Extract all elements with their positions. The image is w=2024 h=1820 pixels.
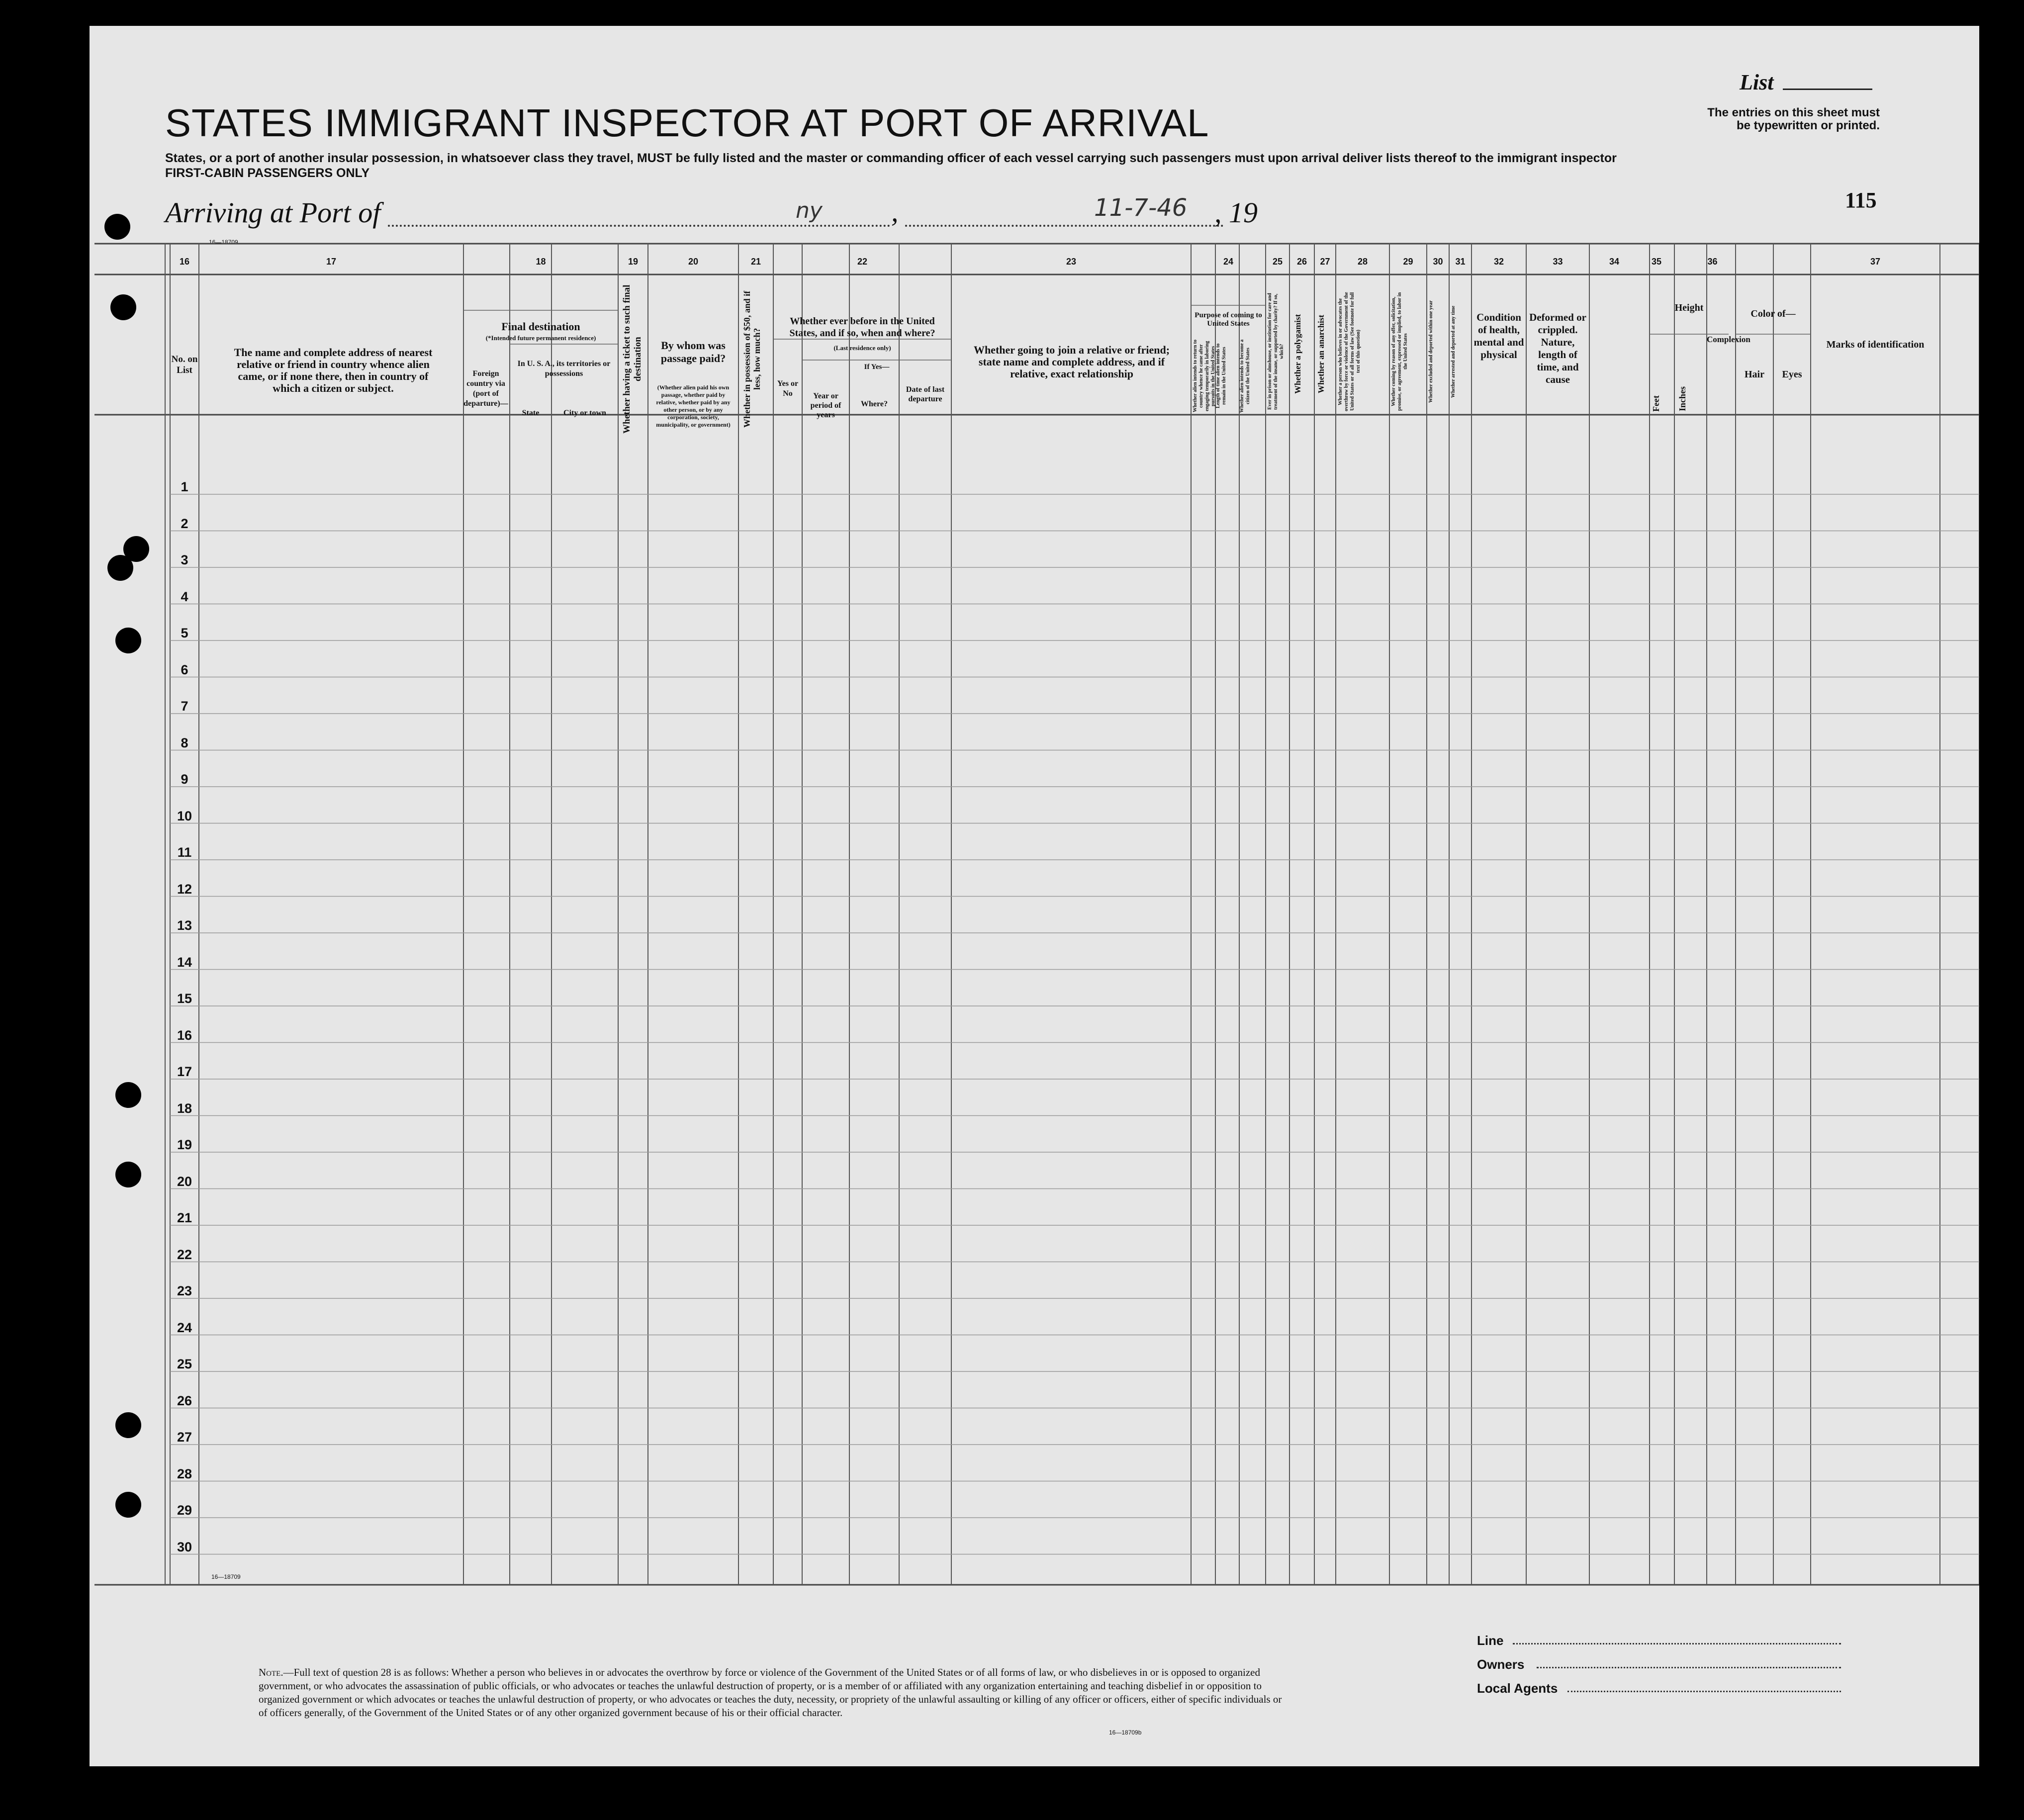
punch-hole: [115, 1082, 141, 1108]
header-in-usa: In U. S. A., its territories or possessions: [517, 360, 611, 378]
line-signature-line: [1513, 1643, 1841, 1644]
port-handwritten: ny: [796, 198, 823, 223]
col-num-34: 34: [1609, 257, 1620, 267]
row-number: 27: [177, 1430, 192, 1445]
header-no-on-list: No. on List: [171, 354, 198, 375]
col-num-32: 32: [1493, 257, 1504, 267]
col-num-36: 36: [1707, 257, 1718, 267]
owners-signature-line: [1537, 1667, 1841, 1668]
passenger-class-line: FIRST-CABIN PASSENGERS ONLY: [165, 166, 370, 180]
header-purpose-citizen: Whether alien intends to become a citizen of the United States: [1239, 339, 1251, 413]
punch-hole: [104, 214, 130, 240]
owners-label: Owners: [1477, 1657, 1525, 1672]
header-hair: Hair: [1745, 369, 1764, 380]
header-excluded: Whether excluded and deported within one year: [1428, 300, 1434, 403]
header-inches: Inches: [1677, 386, 1687, 412]
page-title: STATES IMMIGRANT INSPECTOR AT PORT OF ARRIVAL: [165, 101, 1209, 145]
row-number: 15: [177, 991, 192, 1006]
header-if-yes: If Yes—: [864, 363, 890, 371]
header-state: State: [522, 409, 540, 417]
col-num-26: 26: [1296, 257, 1307, 267]
form-code-top: 16—18709: [209, 239, 238, 246]
row-number: 19: [177, 1137, 192, 1152]
row-number: 6: [181, 662, 188, 677]
form-code-bottom: 16—18709: [211, 1573, 241, 1580]
col-num-22: 22: [857, 257, 868, 267]
header-yes-or-no: Yes or No: [777, 379, 799, 398]
local-agents-signature-line: [1567, 1691, 1841, 1692]
header-foreign-country: Foreign country via (port of departure)—: [463, 369, 508, 408]
col-num-18: 18: [536, 257, 546, 267]
row-number: 1: [181, 479, 188, 494]
header-purpose-length: Length of time alien intends to remain in the United States: [1215, 343, 1227, 409]
punch-hole: [110, 294, 136, 320]
header-labor-offer: Whether coming by reason of any offer, solicitation, promise, or agreement, expressed or implied, to labor in the United States: [1391, 292, 1408, 411]
instructions-line: States, or a port of another insular possession, in whatsoever class they travel, MUST be fully listed and the master or commanding officer of each vessel carrying such passengers must upon arrival deliver lists thereof to the immigrant inspector: [165, 151, 1617, 165]
header-prison: Ever in prison or almshouse, or institution for care and treatment of the insane, or supported by charity? If so, which?: [1267, 293, 1285, 410]
row-number: 22: [177, 1247, 192, 1262]
header-feet: Feet: [1651, 395, 1661, 412]
sheet-number: 115: [1845, 188, 1877, 212]
footnote-question-28: Note.—Full text of question 28 is as follows: Whether a person who believes in or advocates the overthrow by force or violence of the Government of the United States or of all forms of law, or who disbelieves in or is opposed to organized government, or who advocates the assassination of public officials, or who advocates or teaches the unlawful destruction of property, or is a member of or affiliated with any organization entertaining and teaching disbelief in or opposition to organized government or which advocates or teaches the unlawful destruction of property, or who advocates or teaches the duty, necessity, or propriety of the unlawful assaulting or killing of any officer or officers, either of specific individuals or of officers generally, of the Government of the United States or of any other organized government because of his or their official character.: [259, 1666, 1282, 1719]
form-code-footer: 16—18709b: [1109, 1729, 1142, 1736]
header-city-or-town: City or town: [563, 409, 606, 417]
col-num-25: 25: [1272, 257, 1283, 267]
header-purpose-return: Whether alien intends to return to country whence he came after engaging temporarily in laboring pursuits in the United States: [1193, 340, 1216, 413]
row-number: 4: [181, 589, 188, 604]
row-number: 25: [177, 1357, 192, 1371]
row-number: 23: [177, 1283, 192, 1298]
header-nearest-relative: The name and complete address of nearest relative or friend in country whence alien came, or if none there, then in country of which a citizen or subject.: [234, 346, 433, 394]
row-number: 30: [177, 1539, 192, 1554]
header-anarchist: Whether an anarchist: [1316, 314, 1326, 394]
header-complexion: Complexion: [1707, 335, 1750, 344]
row-number: 11: [177, 845, 192, 860]
header-final-destination-note: (*Intended future permanent residence): [485, 334, 596, 342]
col-num-21: 21: [750, 257, 761, 267]
col-num-33: 33: [1553, 257, 1563, 267]
punch-hole: [115, 628, 141, 653]
col-num-23: 23: [1066, 257, 1077, 267]
row-number: 28: [177, 1466, 192, 1481]
row-number: 5: [181, 626, 188, 640]
row-number: 14: [177, 954, 192, 970]
row-number: 24: [177, 1320, 192, 1335]
row-number: 17: [177, 1064, 192, 1079]
entries-note: The entries on this sheet must be typewritten or printed.: [1707, 106, 1880, 132]
list-label: List: [1740, 70, 1774, 94]
header-where: Where?: [861, 400, 888, 408]
punch-hole: [107, 555, 133, 581]
header-join-relative: Whether going to join a relative or friend; state name and complete address, and if relative, exact relationship: [973, 344, 1170, 380]
table-grid: [90, 26, 1979, 1766]
row-number: 2: [181, 516, 188, 531]
header-year-period: Year or period of years: [810, 392, 841, 419]
row-number: 20: [177, 1174, 192, 1189]
row-number: 29: [177, 1503, 192, 1518]
header-height: Height: [1674, 302, 1704, 313]
col-num-24: 24: [1223, 257, 1234, 267]
header-arrested: Whether arrested and deported at any time: [1451, 305, 1456, 398]
row-number: 16: [177, 1027, 192, 1043]
header-eyes: Eyes: [1782, 369, 1802, 380]
row-number: 12: [177, 881, 192, 897]
line-label: Line: [1477, 1633, 1504, 1648]
manifest-sheet: [90, 26, 1979, 1766]
row-number: 7: [181, 699, 188, 714]
header-final-destination: Final destination: [501, 320, 580, 333]
header-deformed: Deformed or crippled. Nature, length of time, and cause: [1529, 311, 1586, 385]
comma-separator: ,: [891, 195, 899, 228]
header-passage-paid: By whom was passage paid?: [660, 339, 726, 364]
header-date-last-departure: Date of last departure: [906, 385, 945, 403]
header-purpose: Purpose of coming to United States: [1195, 311, 1262, 328]
year-prefix: , 19: [1214, 196, 1258, 229]
punch-hole: [115, 1162, 141, 1187]
header-color-of: Color of—: [1750, 308, 1796, 319]
col-num-16: 16: [179, 257, 190, 267]
col-num-31: 31: [1455, 257, 1466, 267]
col-num-29: 29: [1403, 257, 1413, 267]
header-question-28: Whether a person who believes in or advocates the overthrow by force or violence of the Government of the United States or of all forms of law (See footnote for full text of this question): [1338, 292, 1361, 411]
col-num-17: 17: [326, 257, 337, 267]
col-num-27: 27: [1320, 257, 1330, 267]
col-num-20: 20: [688, 257, 699, 267]
date-handwritten: 11-7-46: [1094, 194, 1188, 222]
col-num-30: 30: [1433, 257, 1443, 267]
row-number: 21: [177, 1210, 192, 1225]
row-number: 26: [177, 1393, 192, 1408]
row-number: 10: [177, 808, 192, 823]
header-health: Condition of health, mental and physical: [1473, 311, 1524, 361]
header-polygamist: Whether a polygamist: [1293, 314, 1302, 394]
col-num-28: 28: [1357, 257, 1368, 267]
header-marks-identification: Marks of identification: [1826, 339, 1925, 350]
arriving-label: Arriving at Port of: [165, 196, 381, 229]
row-number: 8: [181, 735, 188, 750]
local-agents-label: Local Agents: [1477, 1681, 1558, 1696]
header-passage-note: (Whether alien paid his own passage, whether paid by relative, whether paid by any other person, or by any corporation, society, municipality, or government): [656, 384, 731, 428]
header-ever-before: Whether ever before in the United States, and if so, when and where?: [789, 316, 935, 339]
punch-hole: [115, 1492, 141, 1518]
header-fifty-dollars: Whether in possession of $50, and if less, how much?: [742, 290, 762, 428]
col-num-35: 35: [1651, 257, 1662, 267]
row-number: 9: [181, 772, 188, 787]
col-num-19: 19: [628, 257, 639, 267]
row-number: 18: [177, 1100, 192, 1116]
row-number: 3: [181, 552, 188, 567]
header-ticket: Whether having a ticket to such final destination: [622, 284, 643, 434]
header-last-residence: (Last residence only): [833, 344, 891, 352]
row-number: 13: [177, 918, 192, 933]
col-num-37: 37: [1870, 257, 1881, 267]
punch-hole: [115, 1412, 141, 1438]
